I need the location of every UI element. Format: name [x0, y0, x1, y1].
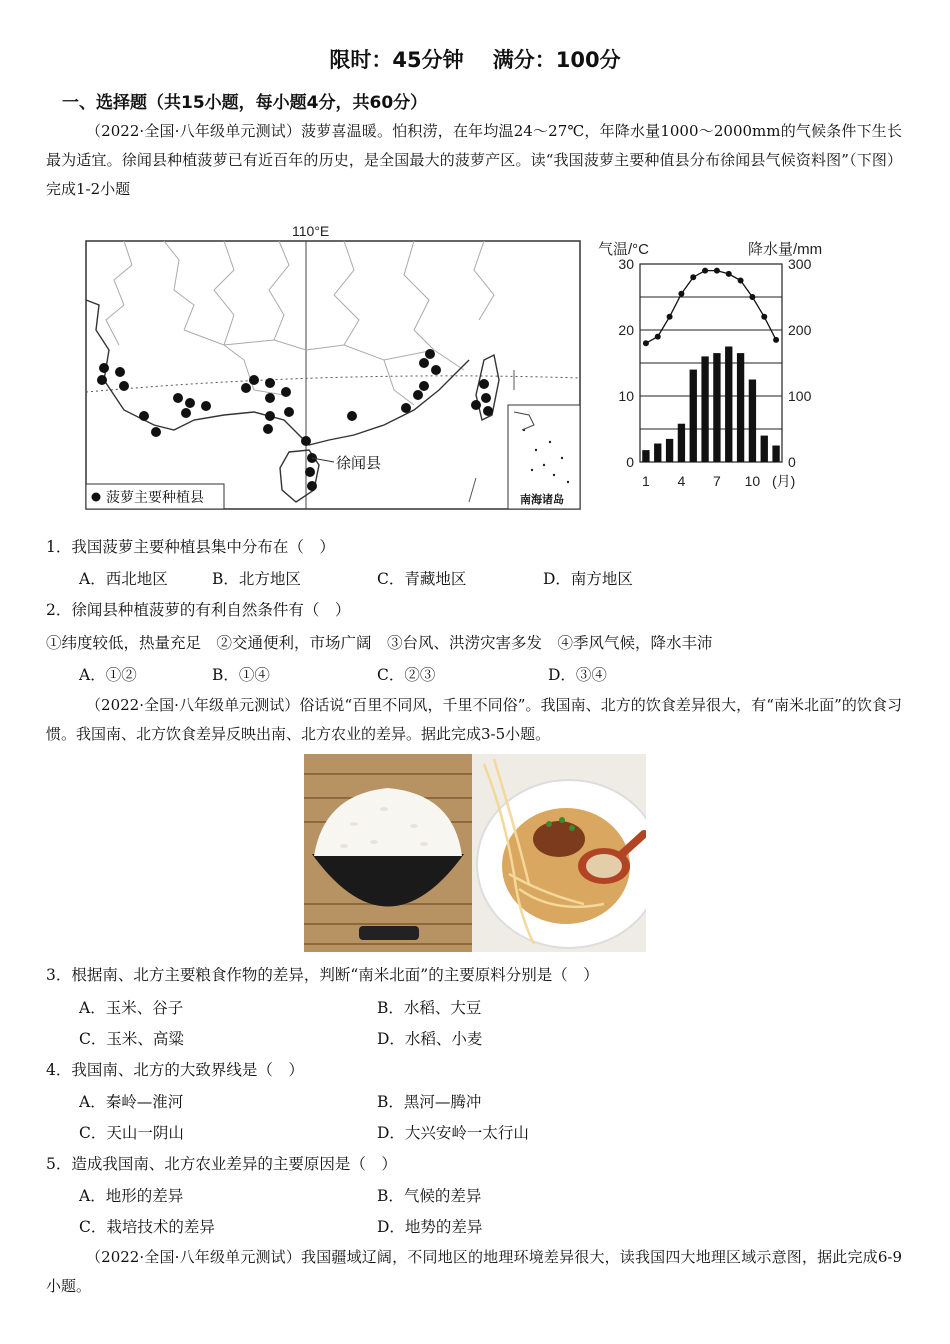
temp-point [738, 278, 744, 284]
temp-point [761, 314, 767, 320]
month-tick-label: 10 [744, 473, 761, 489]
xuwen-county-label: 徐闻县 [336, 455, 382, 472]
rice-and-noodles-photo [304, 754, 646, 952]
q1-option-d[interactable]: D．南方地区 [543, 570, 633, 588]
temp-polyline [646, 271, 776, 344]
temp-point [690, 274, 696, 280]
temp-point [702, 268, 708, 274]
passage-1: （2022·全国·八年级单元测试）菠萝喜温暖。怕积涝，在年均温24～27℃，年降水量1000～2000mm的气候条件下生长最为适宜。徐闻县种植菠萝已有近百年的历史，是全国最大的菠萝产区。读“我国菠萝主要种值县分布徐闻县气候资料图”（下图）完成1-2小题 [46, 122, 902, 198]
left-tick-label: 20 [618, 322, 634, 338]
q1-option-a[interactable]: A．西北地区 [79, 570, 168, 588]
precip-bar [761, 436, 768, 462]
precip-bar [690, 370, 697, 462]
left-tick-labels [618, 256, 634, 470]
map-frame [86, 241, 580, 509]
passage-2: （2022·全国·八年级单元测试）俗话说“百里不同风，千里不同俗”。我国南、北方的饮食差异很大，有“南米北面”的饮食习惯。我国南、北方饮食差异反映出南、北方农业的差异。据此完成3-5小题。 [46, 696, 902, 743]
left-tick-label: 30 [618, 256, 634, 272]
bowl-foot [359, 926, 419, 940]
right-axis-title: 降水量/mm [748, 241, 823, 258]
left-tick-label: 10 [618, 388, 634, 404]
meridian-label: 110°E [292, 223, 330, 239]
grid-lines [640, 297, 782, 429]
temp-point [714, 268, 720, 274]
temp-point [643, 340, 649, 346]
q3-option-b[interactable]: B．水稻、大豆 [377, 999, 482, 1017]
temp-point [773, 337, 779, 343]
braised-beef [533, 821, 585, 857]
question-1: 1．我国菠萝主要种植县集中分布在（ ） [46, 538, 335, 556]
q5-option-c[interactable]: C．栽培技术的差异 [79, 1218, 215, 1236]
q5-option-b[interactable]: B．气候的差异 [377, 1187, 482, 1205]
left-axis-title: 气温/°C [598, 241, 649, 258]
precip-bar [772, 446, 779, 463]
question-5: 5．造成我国南、北方农业差异的主要原因是（ ） [46, 1155, 397, 1173]
month-tick-label: 7 [713, 473, 721, 489]
q2-option-c[interactable]: C．②③ [377, 666, 436, 684]
precip-bar [713, 353, 720, 462]
climate-chart [596, 234, 846, 496]
pineapple-distribution-map [84, 220, 584, 515]
precip-bar [666, 439, 673, 462]
q2-option-a[interactable]: A．①② [79, 666, 137, 684]
q2-option-b[interactable]: B．①④ [212, 666, 270, 684]
left-tick-label: 0 [626, 454, 634, 470]
section-heading: 一、选择题（共15小题，每小题4分，共60分） [62, 93, 428, 113]
q4-option-c[interactable]: C．天山一阴山 [79, 1124, 184, 1142]
spoon-soup [586, 854, 622, 878]
precip-bar [737, 353, 744, 462]
month-tick-label: 4 [677, 473, 686, 489]
q2-option-d[interactable]: D．③④ [548, 666, 607, 684]
q1-option-c[interactable]: C．青藏地区 [377, 570, 467, 588]
temp-point [726, 271, 732, 277]
temp-point [749, 294, 755, 300]
passage-3: （2022·全国·八年级单元测试）我国疆域辽阔，不同地区的地理环境差异很大，读我国四大地理区域示意图，据此完成6-9小题。 [46, 1248, 902, 1295]
q4-option-a[interactable]: A．秦岭—淮河 [79, 1093, 184, 1111]
q5-option-d[interactable]: D．地势的差异 [377, 1218, 483, 1236]
month-tick-label: 1 [642, 473, 650, 489]
q3-option-d[interactable]: D．水稻、小麦 [377, 1030, 483, 1048]
precip-bar [654, 444, 661, 462]
month-tick-labels [642, 473, 760, 489]
right-tick-labels [788, 256, 812, 470]
precip-bar [701, 356, 708, 462]
page-title: 限时：45分钟 满分：100分 [329, 48, 621, 72]
temperature-line [643, 268, 779, 347]
question-2: 2．徐闻县种植菠萝的有利自然条件有（ ） [46, 601, 351, 619]
right-tick-label: 300 [788, 256, 812, 272]
precip-bar [725, 347, 732, 463]
temp-point [667, 314, 673, 320]
q2-statements: ①纬度较低，热量充足 ②交通便利，市场广阔 ③台风、洪涝灾害多发 ④季风气候，降水丰沛 [46, 634, 713, 652]
right-tick-label: 0 [788, 454, 796, 470]
temp-point [655, 334, 661, 340]
precip-bar [678, 424, 685, 462]
legend-label: 菠萝主要种植县 [106, 489, 204, 505]
precip-bar [749, 380, 756, 463]
q4-option-d[interactable]: D．大兴安岭一太行山 [377, 1124, 529, 1142]
temp-point [678, 291, 684, 297]
right-tick-label: 100 [788, 388, 812, 404]
right-tick-label: 200 [788, 322, 812, 338]
q5-option-a[interactable]: A．地形的差异 [79, 1187, 184, 1205]
q4-option-b[interactable]: B．黑河—腾冲 [377, 1093, 482, 1111]
month-unit: (月) [772, 473, 796, 489]
precipitation-bars [642, 347, 780, 463]
legend-dot [92, 493, 101, 502]
q3-option-a[interactable]: A．玉米、谷子 [79, 999, 184, 1017]
inset-label: 南海诸岛 [520, 494, 564, 506]
question-4: 4．我国南、北方的大致界线是（ ） [46, 1061, 304, 1079]
q1-option-b[interactable]: B．北方地区 [212, 570, 301, 588]
q3-option-c[interactable]: C．玉米、高粱 [79, 1030, 184, 1048]
precip-bar [642, 450, 649, 462]
question-3: 3．根据南、北方主要粮食作物的差异，判断“南米北面”的主要原料分别是（ ） [46, 966, 599, 984]
